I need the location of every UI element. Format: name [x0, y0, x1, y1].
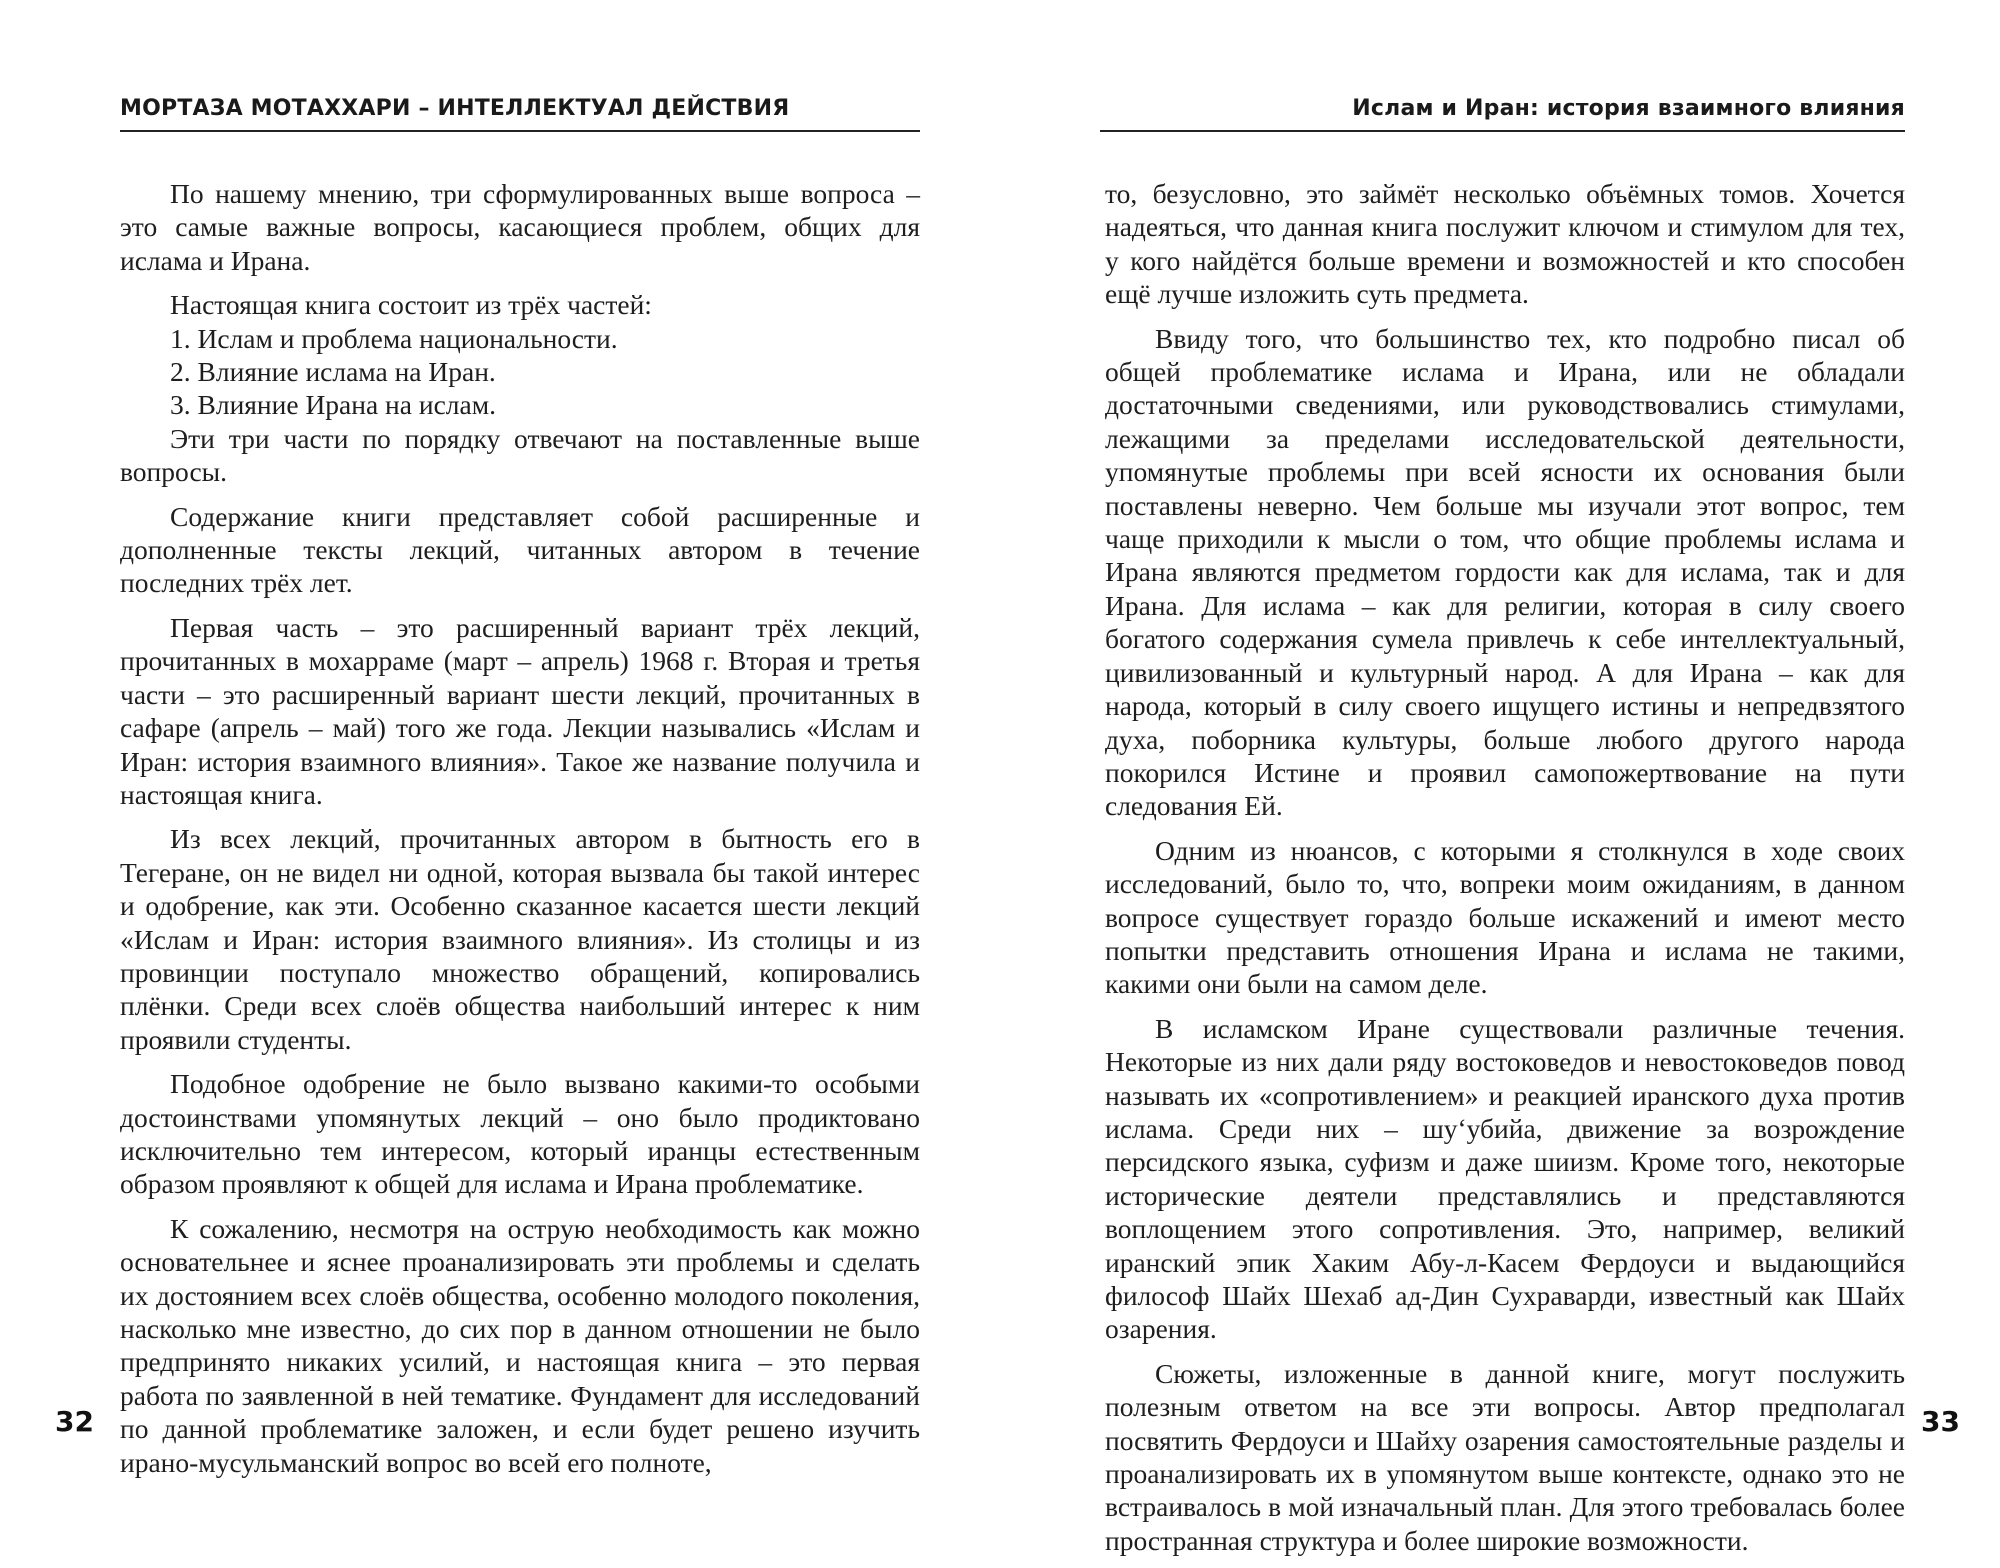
right-page	[1000, 0, 2000, 1556]
paragraph: Ввиду того, что большинство тех, кто подробно писал об общей проблематике ислама и Ирана, или не обладали достаточными сведениями, или руководствовались стимулами, лежащими за пределами исследовательской деятельности, упомянутые проблемы при всей ясности их основания были поставлены неверно. Чем больше мы изучали этот вопрос, тем чаще приходили к мысли о том, что общие проблемы ислама и Ирана являются предметом гордости как для ислама, так и для Ирана. Для ислама – как для религии, которая в силу своего богатого содержания сумела привлечь к себе интеллектуальный, цивилизованный и культурный народ. А для Ирана – как для народа, который в силу своего ищущего истины и непредвзятого духа, поборника культуры, больше любого другого народа покорился Истине и проявил самопожертвование на пути следования Ей.	[1105, 322, 1905, 822]
right-header-rule	[1100, 130, 1905, 132]
paragraph: По нашему мнению, три сформулированных выше вопроса – это самые важные вопросы, касающиеся проблем, общих для ислама и Ирана.	[120, 178, 920, 276]
left-page	[0, 0, 1000, 1528]
paragraph: К сожалению, несмотря на острую необходимость как можно основательнее и яснее проанализировать эти проблемы и сделать их достоянием всех слоёв общества, особенно молодого поколения, насколько мне известно, до сих пор в данном отношении не было предпринято никаких усилий, и настоящая книга – это первая работа по заявленной в ней тематике. Фундамент для исследований по данной проблематике заложен, и если будет решено изучить ирано-мусульманский вопрос во всей его полноте,	[120, 1212, 920, 1478]
left-running-head: МОРТАЗА МОТАХХАРИ – ИНТЕЛЛЕКТУАЛ ДЕЙСТВИЯ	[120, 96, 790, 121]
paragraph: Первая часть – это расширенный вариант трёх лекций, прочитанных в мохарраме (март – апрель) 1968 г. Вторая и третья части – это расширенный вариант шести лекций, прочитанных в сафаре (апрель – май) того же года. Лекции назывались «Ислам и Иран: история взаимного влияния». Такое же название получила и настоящая книга.	[120, 611, 920, 810]
paragraph: Настоящая книга состоит из трёх частей:	[170, 289, 652, 321]
continued-paragraph: то, безусловно, это займёт несколько объёмных томов. Хочется надеяться, что данная книга послужит ключом и стимулом для тех, у кого найдётся больше времени и возможностей и кто способен ещё лучше изложить суть предмета.	[1105, 178, 1905, 310]
left-page-number: 32	[55, 1405, 94, 1438]
left-header-rule	[120, 130, 920, 132]
paragraph: Одним из нюансов, с которыми я столкнулся в ходе своих исследований, было то, что, вопреки моим ожиданиям, в данном вопросе существует гораздо больше искажений и имеют место попытки представить отношения Ирана и ислама не такими, какими они были на самом деле.	[1105, 834, 1905, 1000]
list-item: 3. Влияние Ирана на ислам.	[170, 389, 496, 421]
paragraph: Эти три части по порядку отвечают на поставленные выше вопросы.	[120, 422, 920, 488]
paragraph: Подобное одобрение не было вызвано какими-то особыми достоинствами упомянутых лекций – оно было продиктовано исключительно тем интересом, который иранцы естественным образом проявляют к общей для ислама и Ирана проблематике.	[120, 1068, 920, 1200]
list-item: 1. Ислам и проблема национальности.	[170, 322, 618, 354]
right-running-head: Ислам и Иран: история взаимного влияния	[1352, 96, 1905, 121]
paragraph: Сюжеты, изложенные в данной книге, могут послужить полезным ответом на все эти вопросы. Автор предполагал посвятить Фердоуси и Шайху озарения самостоятельные разделы и проанализировать их в упомянутом выше контексте, однако это не встраивалось в мой изначальный план. Для этого требовалась более пространная структура и более широкие возможности.	[1105, 1357, 1905, 1556]
list-item: 2. Влияние ислама на Иран.	[170, 356, 496, 388]
right-page-number: 33	[1921, 1405, 1960, 1438]
right-text-column	[1105, 177, 1905, 1568]
paragraph: Содержание книги представляет собой расширенные и дополненные тексты лекций, читанных автором в течение последних трёх лет.	[120, 500, 920, 599]
paragraph: В исламском Иране существовали различные течения. Некоторые из них дали ряду востоковедов и невостоковедов повод называть их «сопротивлением» и реакцией иранского духа против ислама. Среди них – шу‘убийа, движение за возрождение персидского языка, суфизм и даже шиизм. Кроме того, некоторые исторические деятели представлялись и представляются воплощением этого сопротивления. Это, например, великий иранский эпик Хаким Абу-л-Касем Фердоуси и выдающийся философ Шайх Шехаб ад-Дин Сухраварди, известный как Шайх озарения.	[1105, 1012, 1905, 1345]
paragraph: Из всех лекций, прочитанных автором в бытность его в Тегеране, он не видел ни одной, которая вызвала бы такой интерес и одобрение, как эти. Особенно сказанное касается шести лекций «Ислам и Иран: история взаимного влияния». Из столицы и из провинции поступало множество обращений, копировались плёнки. Среди всех слоёв общества наибольший интерес к ним проявили студенты.	[120, 823, 920, 1055]
left-text-column	[120, 177, 920, 1490]
